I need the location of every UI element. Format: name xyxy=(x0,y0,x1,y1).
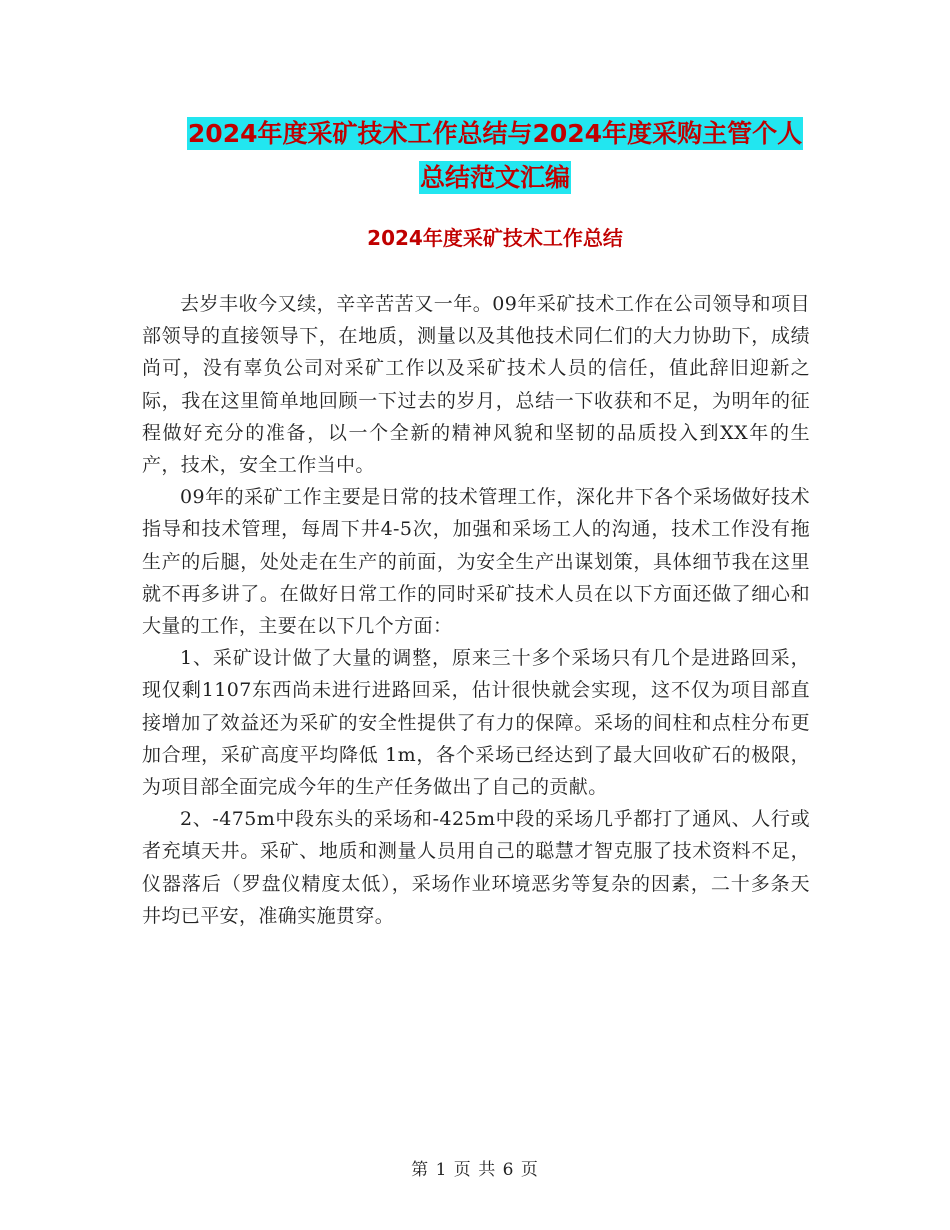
section-title: 2024年度采矿技术工作总结 xyxy=(367,226,623,250)
paragraph-1: 去岁丰收今又续，辛辛苦苦又一年。09年采矿技术工作在公司领导和项目部领导的直接领导下，在地质，测量以及其他技术同仁们的大力协助下，成绩尚可，没有辜负公司对采矿工作以及采矿技术人员的信任，值此辞旧迎新之际，我在这里简单地回顾一下过去的岁月，总结一下收获和不足，为明年的征程做好充分的准备，以一个全新的精神风貌和坚韧的品质投入到XX年的生产，技术，安全工作当中。 xyxy=(142,293,810,477)
page-footer: 第 1 页 共 6 页 xyxy=(411,1160,539,1180)
paragraph-3: 1、采矿设计做了大量的调整，原来三十多个采场只有几个是进路回采，现仅剩1107东西尚未进行进路回采，估计很快就会实现，这不仅为项目部直接增加了效益还为采矿的安全性提供了有力的保障。采场的间柱和点柱分布更加合理，采矿高度平均降低 1m，各个采场已经达到了最大回收矿石的极限，为项目部全面完成今年的生产任务做出了自己的贡献。 xyxy=(142,647,810,799)
document-title-line1: 2024年度采矿技术工作总结与2024年度采购主管个人 xyxy=(187,119,803,148)
document-title-line2: 总结范文汇编 xyxy=(419,163,570,192)
paragraph-2: 09年的采矿工作主要是日常的技术管理工作，深化井下各个采场做好技术指导和技术管理，每周下井4-5次，加强和采场工人的沟通，技术工作没有拖生产的后腿，处处走在生产的前面，为安全生产出谋划策，具体细节我在这里就不再多讲了。在做好日常工作的同时采矿技术人员在以下方面还做了细心和大量的工作，主要在以下几个方面： xyxy=(142,486,810,638)
body-text xyxy=(142,288,810,932)
paragraph-4: 2、-475m中段东头的采场和-425m中段的采场几乎都打了通风、人行或者充填天井。采矿、地质和测量人员用自己的聪慧才智克服了技术资料不足，仪器落后（罗盘仪精度太低），采场作业环境恶劣等复杂的因素，二十多条天井均已平安，准确实施贯穿。 xyxy=(142,808,810,927)
document-title xyxy=(140,112,850,200)
